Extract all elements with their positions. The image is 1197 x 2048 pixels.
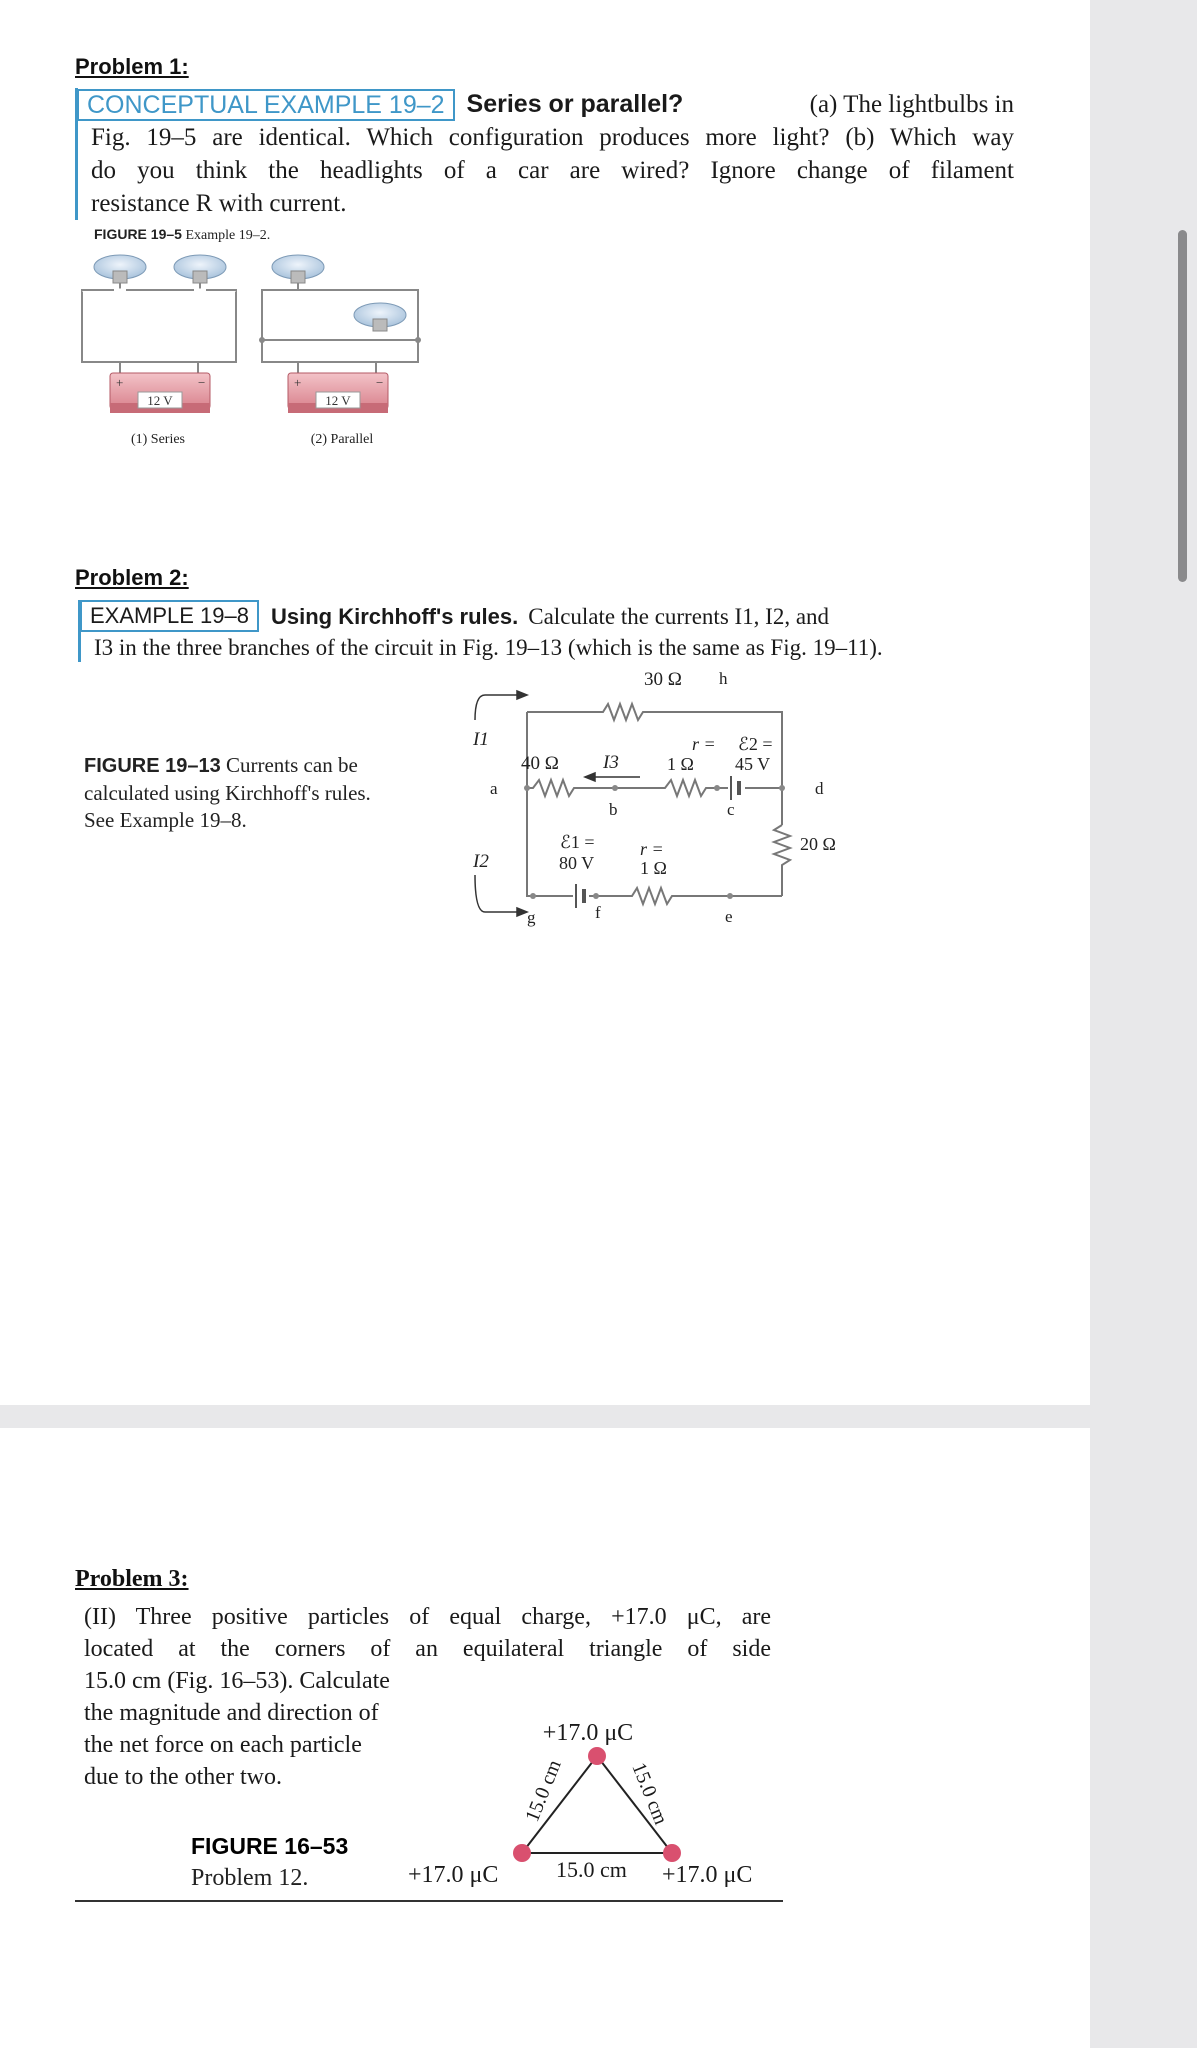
label-40-ohm: 40 Ω — [521, 753, 559, 774]
label-r-eq-bottom: r = — [640, 839, 664, 859]
node-c-dot — [714, 785, 720, 791]
node-c-label: c — [727, 800, 735, 819]
scrollbar-thumb[interactable] — [1178, 230, 1187, 582]
parallel-battery-label: 12 V — [325, 393, 351, 408]
node-b-dot — [612, 785, 618, 791]
caption-line-3: See Example 19–8. — [84, 808, 247, 832]
node-a-label: a — [490, 779, 498, 798]
figure-19-5-caption-text: Example 19–2. — [185, 228, 271, 243]
problem-1-line-1: (a) The lightbulbs in — [809, 91, 1014, 118]
node-d-label: d — [815, 779, 824, 798]
problem-1-line-3: do you think the headlights of a car are wired? Ignore change of filament — [91, 157, 1014, 184]
node-f-dot — [593, 893, 599, 899]
label-30-ohm: 30 Ω — [644, 669, 682, 690]
figure-16-53-caption — [191, 1830, 348, 1894]
problem-3-line-5: the net force on each particle — [84, 1732, 362, 1758]
problem-2-line-1: Calculate the currents I1, I2, and — [528, 603, 830, 629]
series-battery-label: 12 V — [147, 393, 173, 408]
example-tag: CONCEPTUAL EXAMPLE 19–2 — [77, 89, 455, 121]
parallel-battery — [288, 373, 388, 413]
label-e1-value: 80 V — [559, 853, 595, 873]
series-label: (1) Series — [130, 432, 186, 447]
problem-3-line-2: located at the corners of an equilateral triangle of side — [84, 1636, 771, 1662]
side-right-label: 15.0 cm — [627, 1759, 672, 1828]
document-page-2 — [0, 1428, 1090, 2048]
figure-16-53-label: FIGURE 16–53 — [191, 1833, 349, 1859]
problem-3-line-3: 15.0 cm (Fig. 16–53). Calculate — [84, 1668, 390, 1694]
problem-1-line-4: resistance R with current. — [91, 190, 347, 217]
figure-19-5 — [70, 245, 450, 455]
problem-3-line-4: the magnitude and direction of — [84, 1700, 379, 1726]
charge-right — [663, 1844, 681, 1862]
i2-arrow-head — [517, 908, 527, 916]
label-i3: I3 — [603, 752, 619, 773]
problem-1-text — [77, 88, 1014, 220]
side-left-label: 15.0 cm — [521, 1756, 566, 1825]
series-battery — [110, 373, 210, 413]
parallel-plus: + — [294, 375, 302, 390]
charge-left — [513, 1844, 531, 1862]
parallel-minus: − — [376, 375, 384, 390]
problem-2-line-2: I3 in the three branches of the circuit in Fig. 19–13 (which is the same as Fig. 19–11). — [94, 635, 883, 660]
i1-arrow-curve — [475, 695, 485, 720]
label-r-1-ohm-top: 1 Ω — [667, 754, 694, 774]
node-g-dot — [530, 893, 536, 899]
charge-right-label: +17.0 μC — [662, 1862, 753, 1888]
series-circuit — [82, 255, 236, 447]
figure-19-5-label: FIGURE 19–5 — [94, 226, 182, 242]
parallel-label: (2) Parallel — [310, 432, 374, 447]
example-tag-2: EXAMPLE 19–8 — [80, 600, 259, 632]
figure-19-13-caption — [84, 752, 371, 834]
problem-1-line-2: Fig. 19–5 are identical. Which configuration produces more light? (b) Which way — [91, 124, 1014, 151]
node-f-label: f — [595, 903, 601, 922]
charge-top-label: +17.0 μC — [542, 1720, 634, 1746]
bottom-rule — [75, 1900, 783, 1902]
label-20-ohm: 20 Ω — [800, 834, 836, 854]
series-plus: + — [116, 375, 124, 390]
side-bottom-label: 15.0 cm — [556, 1857, 627, 1882]
series-minus: − — [198, 375, 206, 390]
i1-arrow-head — [517, 691, 527, 699]
i2-arrow-curve — [475, 875, 485, 912]
parallel-circuit — [259, 255, 421, 447]
parallel-bulb-1 — [272, 255, 324, 283]
node-b-label: b — [609, 800, 618, 819]
figure-19-13-label: FIGURE 19–13 — [84, 755, 221, 777]
battery-e2 — [731, 776, 739, 800]
label-r-eq-top: r = — [692, 734, 716, 754]
problem-2-title: Problem 2: — [75, 565, 189, 590]
series-bulb-2 — [174, 255, 226, 283]
example-title: Series or parallel? — [466, 90, 684, 118]
node-h-label: h — [719, 669, 728, 688]
node-d-dot — [779, 785, 785, 791]
battery-e1 — [576, 884, 584, 908]
label-e1-eq: ℰ1 = — [560, 832, 595, 852]
problem-3-line-6: due to the other two. — [84, 1764, 282, 1790]
caption-line-2: calculated using Kirchhoff's rules. — [84, 781, 371, 805]
figure-16-53-caption-text: Problem 12. — [191, 1865, 309, 1891]
charge-top — [588, 1747, 606, 1765]
i3-arrow-head — [585, 773, 595, 781]
problem-1-title: Problem 1: — [75, 54, 189, 79]
figure-19-13 — [455, 660, 845, 935]
label-e2-eq: ℰ2 = — [738, 734, 773, 754]
label-r-1-ohm-bottom: 1 Ω — [640, 858, 667, 878]
charge-left-label: +17.0 μC — [408, 1862, 499, 1888]
label-e2-value: 45 V — [735, 754, 771, 774]
figure-19-5-caption — [94, 226, 270, 244]
figure-16-53 — [400, 1678, 780, 1893]
caption-line-1: Currents can be — [225, 753, 358, 777]
example-title-2: Using Kirchhoff's rules. — [270, 603, 519, 629]
series-bulb-1 — [94, 255, 146, 283]
parallel-bulb-2 — [354, 303, 406, 331]
node-e-label: e — [725, 907, 733, 926]
node-g-label: g — [527, 908, 536, 927]
label-i2: I2 — [473, 851, 489, 872]
node-e-dot — [727, 893, 733, 899]
problem-3-line-1: (II) Three positive particles of equal charge, +17.0 μC, are — [84, 1604, 771, 1630]
label-i1: I1 — [473, 729, 489, 750]
problem-3-title: Problem 3: — [75, 1566, 189, 1592]
problem-2-text — [80, 600, 950, 663]
node-a-dot — [524, 785, 530, 791]
